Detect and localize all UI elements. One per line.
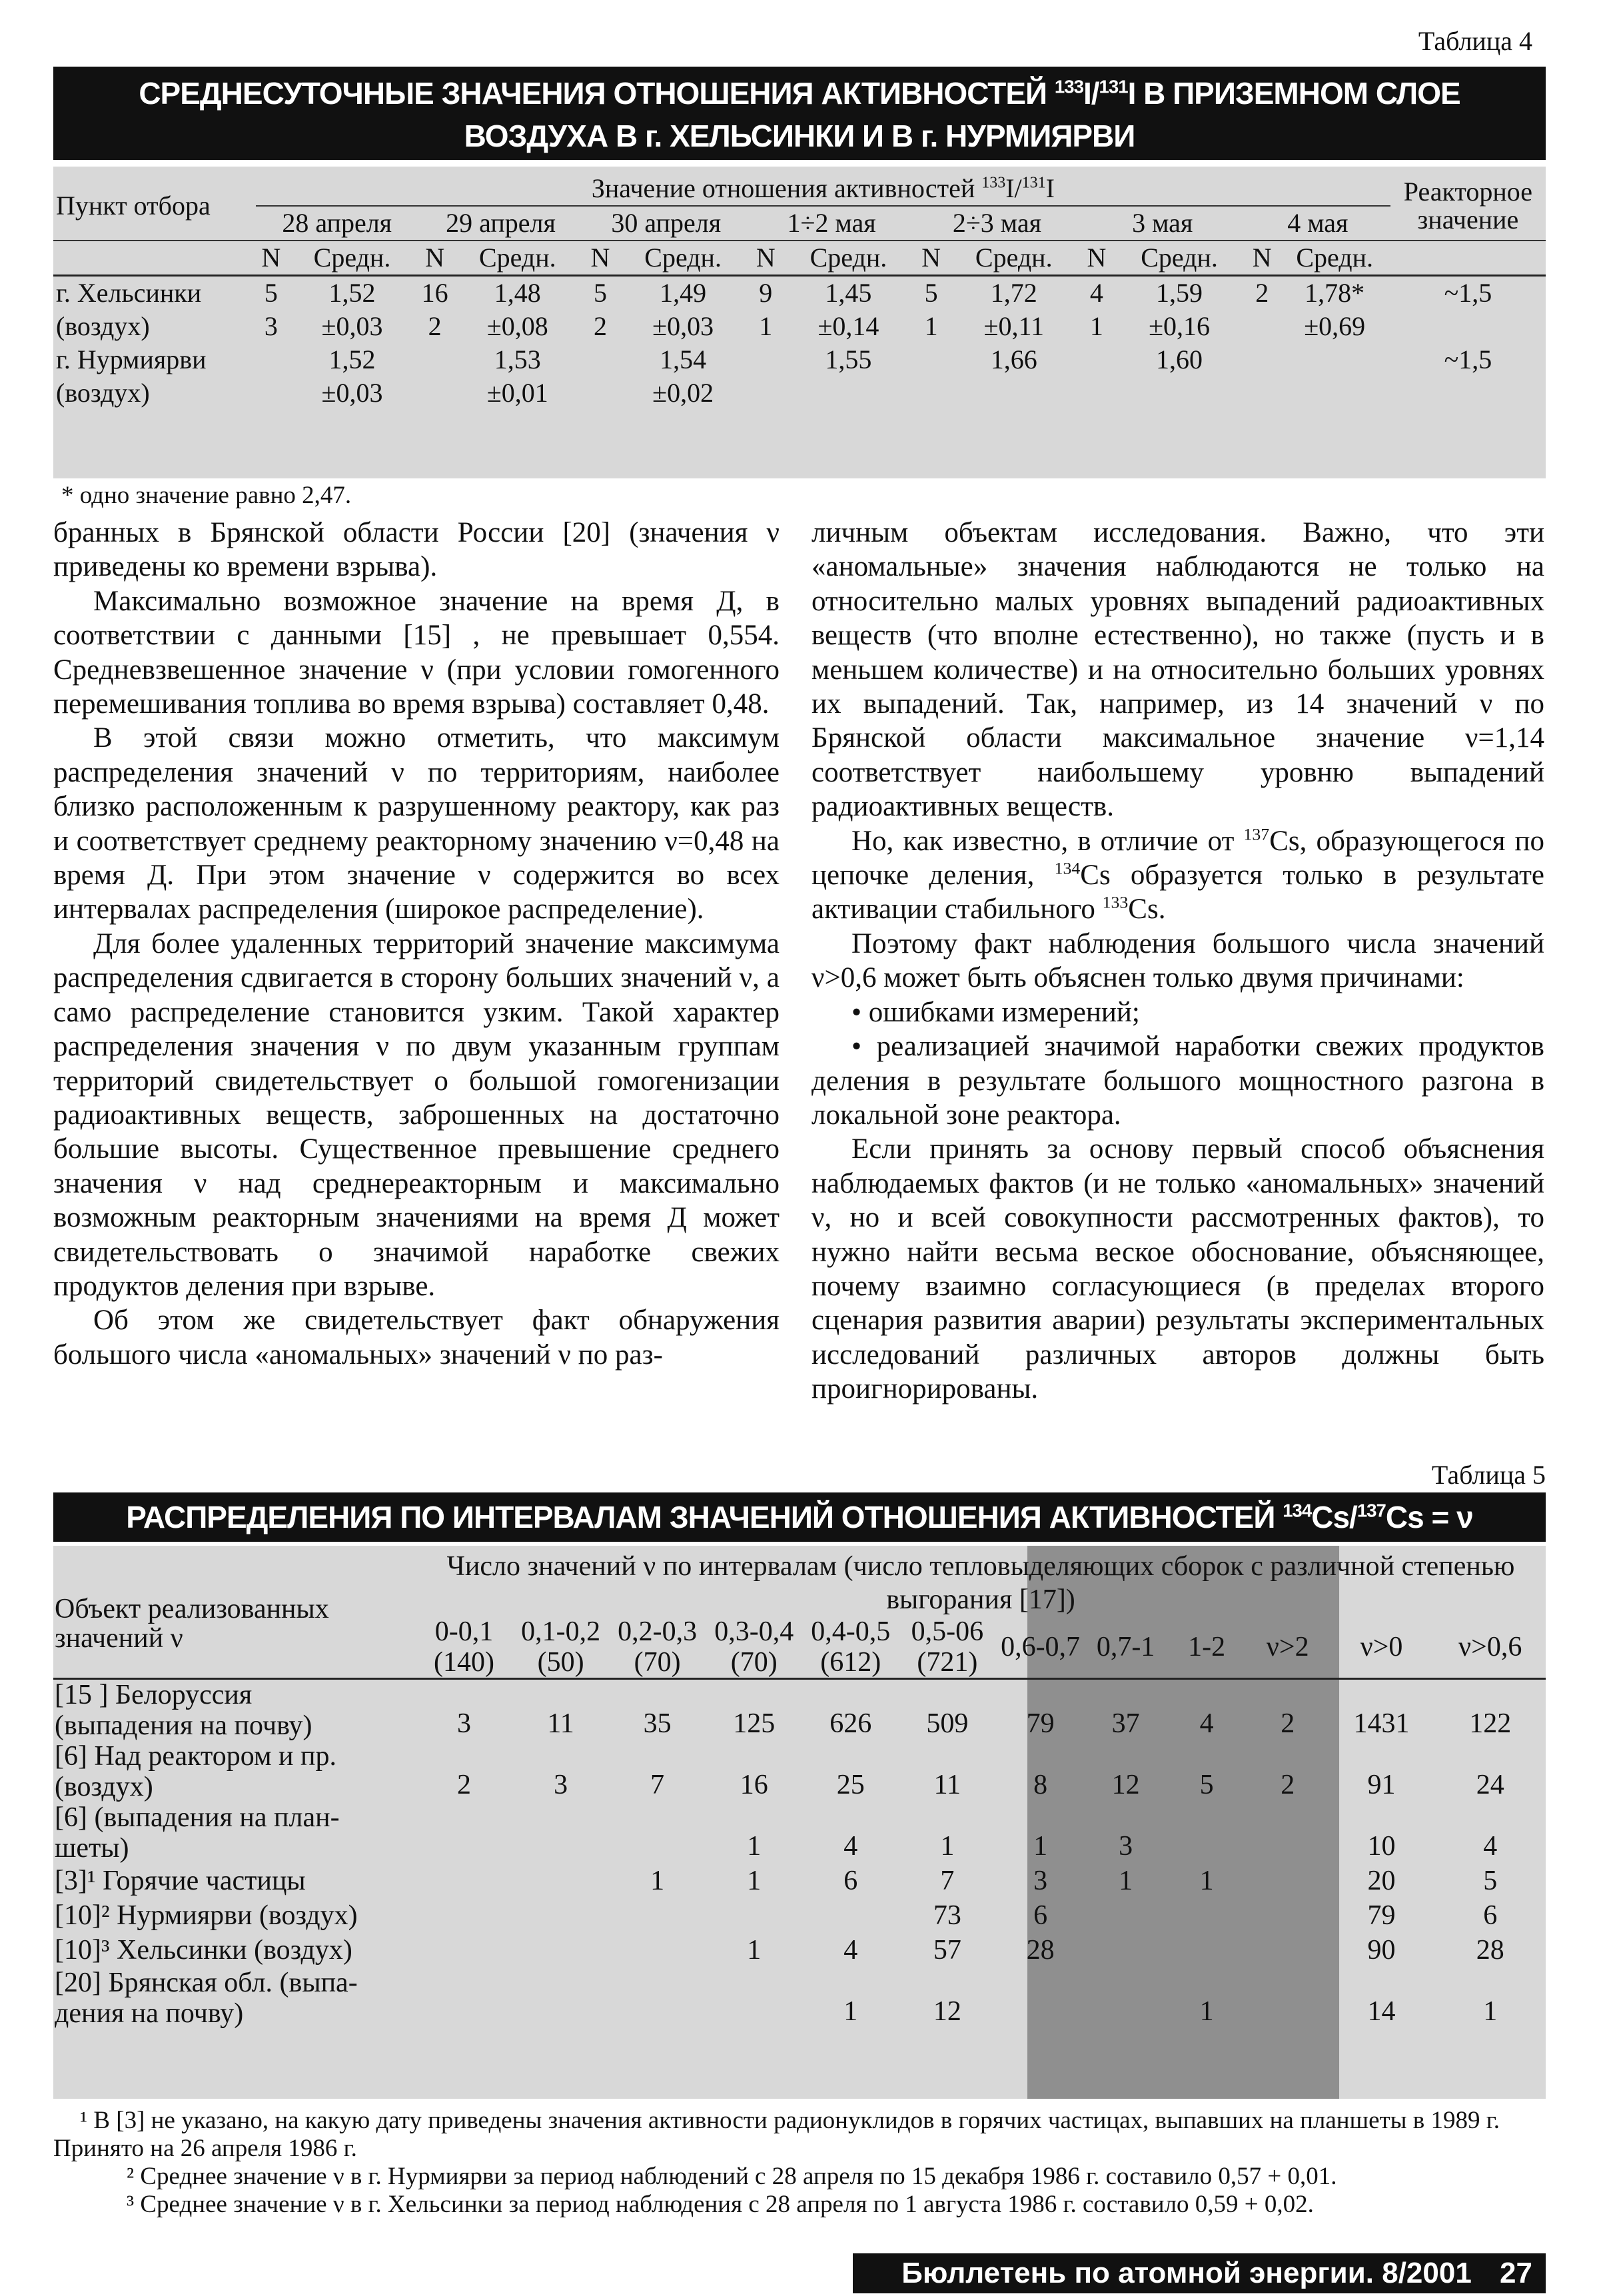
table-row [53, 1679, 1546, 1742]
table4-cell: 1,78* [1305, 278, 1365, 308]
table5-title: РАСПРЕДЕЛЕНИЯ ПО ИНТЕРВАЛАМ ЗНАЧЕНИЙ ОТНОШЕНИЯ АКТИВНОСТЕЙ $^{134}$Cs/$^{137}$Cs = ν [53, 1492, 1546, 1542]
table5-cell: 3 [1033, 1866, 1048, 1896]
table4-cell: 1 [924, 311, 938, 341]
table5-row-label: [6] (выпадения на план- шеты) [55, 1802, 340, 1864]
table4-mean-label: Средн. [644, 243, 722, 273]
table5-footnotes [53, 2107, 1546, 2219]
table5-cell: 1 [747, 1866, 762, 1896]
table4-cell [1080, 343, 1114, 376]
table4-mean-label: Средн. [1141, 243, 1218, 273]
table5-cell: 28 [1476, 1935, 1504, 1966]
table5-cell: 4 [843, 1831, 858, 1862]
table4-title: СРЕДНЕСУТОЧНЫЕ ЗНАЧЕНИЯ ОТНОШЕНИЯ АКТИВНОСТЕЙ $^{133}$I/$^{131}$I В ПРИЗЕМНОМ СЛОЕ ВОЗДУХА В г. ХЕЛЬСИНКИ И В г. НУРМИЯРВИ [53, 67, 1546, 160]
table4-cell: 1 [759, 311, 773, 341]
table4-cell [749, 376, 783, 410]
table5-cell: 4 [1199, 1708, 1214, 1739]
table4-cell [1245, 376, 1279, 410]
table5-interval-header: 0,3-0,4 (70) [706, 1616, 802, 1679]
table5-row-label: [3]¹ Горячие частицы [55, 1866, 306, 1896]
table5-cell [1085, 1933, 1167, 1968]
table4-cell: 1,66 [990, 344, 1037, 374]
table4-cell [749, 343, 783, 376]
left-paragraph: В этой связи можно отметить, что максимум распределения значений ν по территориям, наиболее близко расположенным к разрушенному реактору, как раз и соответствует среднему реакторному значению ν=0,48 на время Д. При этом значение ν содержится во всех интервалах распределения (широкое распределение). [53, 722, 780, 925]
table5-cell [706, 1898, 802, 1933]
table5-cell [512, 1864, 609, 1898]
table5-cell [416, 1933, 512, 1968]
left-paragraph: Для более удаленных территорий значение максимума распределения сдвигается в сторону больших значений ν, а само распределение становится узким. Такой характер распределения значения ν по двум указанным группам территорий свидетельствует о большой гомогенизации радиоактивных веществ, заброшенных на достаточно большие высоты. Существенное превышение среднего значения ν над среднереакторным и максимально возможным реакторным значениями на время Д может свидетельствовать о значимой наработке свежих продуктов деления при взрыве. [53, 927, 780, 1302]
table5-interval-header: 0,5-06 (721) [899, 1616, 995, 1679]
table4-cell [584, 376, 618, 410]
table4-row-label: г. Нурмиярви [56, 344, 207, 374]
table-row [53, 1864, 1546, 1898]
table4-footnote: * одно значение равно 2,47. [61, 482, 352, 509]
table5-cell: 10 [1367, 1831, 1396, 1862]
table4-cell: 1 [1089, 311, 1103, 341]
table5-caption: Таблица 5 [1431, 1460, 1546, 1490]
left-paragraph: бранных в Брянской области России [20] (значения ν приведены ко времени взрыва). [53, 517, 780, 583]
table4-n-label: N [921, 243, 941, 273]
table4-cell [418, 343, 452, 376]
left-paragraph: Об этом же свидетельствует факт обнаружения большого числа «аномальных» значений ν по раз- [53, 1305, 780, 1371]
table4-n-label: N [1087, 243, 1107, 273]
table4-row-label: (воздух) [56, 311, 150, 341]
table4-n-label: N [425, 243, 445, 273]
table4-cell [914, 376, 948, 410]
table5-cell: 7 [940, 1866, 955, 1896]
table5-cell: 12 [1111, 1770, 1140, 1800]
table5-cell [416, 1864, 512, 1898]
footnote: ¹ В [3] не указано, на какую дату приведены значения активности радионуклидов в горячих частицах, выпавших на планшеты в 1989 г. Принято на 26 апреля 1986 г. [53, 2107, 1500, 2162]
table4-header-point: Пункт отбора [56, 191, 211, 221]
table5-cell: 12 [933, 1996, 961, 2027]
table5-cell: 73 [933, 1900, 961, 1931]
table5-cell: 37 [1111, 1708, 1140, 1739]
table5 [53, 1546, 1546, 2099]
bullet-item: • реализацией значимой наработки свежих продуктов деления в результате большого мощностного разгона в локальной зоне реактора. [811, 1031, 1544, 1131]
table4-cell: 1,48 [494, 278, 541, 308]
table4-date: 1÷2 мая [787, 208, 876, 238]
table5-interval-header: 1-2 [1188, 1632, 1226, 1662]
table5-interval-header: 0-0,1 (140) [416, 1616, 512, 1679]
table5-cell: 3 [457, 1708, 472, 1739]
footnote: ³ Среднее значение ν в г. Хельсинки за период наблюдения с 28 апреля по 1 августа 1986 г. составило 0,59 + 0,02. [127, 2191, 1314, 2218]
table5-interval-header: ν>0,6 [1458, 1632, 1522, 1662]
table5-cell: 6 [1033, 1900, 1048, 1931]
table-row [53, 1741, 1546, 1802]
table4-cell: 9 [759, 278, 773, 308]
table5-cell: 2 [1281, 1770, 1295, 1800]
table5-cell [1247, 1864, 1329, 1898]
table4-mean-label: Средн. [809, 243, 887, 273]
table4-date: 3 мая [1132, 208, 1193, 238]
table5-cell: 16 [740, 1770, 768, 1800]
table5-cell: 11 [547, 1708, 574, 1739]
table5-cell [512, 1933, 609, 1968]
table5-interval-header: 0,7-1 [1096, 1632, 1155, 1662]
table4-cell [418, 376, 452, 410]
table4-cell: 1,59 [1156, 278, 1203, 308]
table4-date: 29 апреля [446, 208, 556, 238]
table-row [53, 1968, 1546, 2029]
table-row [53, 276, 1546, 310]
table4-cell: 5 [264, 278, 278, 308]
table4-date: 28 апреля [282, 208, 392, 238]
table5-cell: 20 [1367, 1866, 1396, 1896]
table4-mean-label: Средн. [313, 243, 391, 273]
table4-cell: 1,72 [990, 278, 1037, 308]
table5-cell: 6 [843, 1866, 858, 1896]
table5-interval-header: 0,2-0,3 (70) [609, 1616, 706, 1679]
table5-cell [706, 1968, 802, 2029]
page-footer [853, 2253, 1546, 2293]
table4-cell: 1,52 [328, 278, 376, 308]
table5-cell: 91 [1367, 1770, 1396, 1800]
table5-assembly-count: (70) [634, 1647, 681, 1678]
table5-cell: 57 [933, 1935, 961, 1966]
table4-cell [584, 343, 618, 376]
table4-mean-label: Средн. [975, 243, 1053, 273]
table5-row-label: [6] Над реактором и пр. (воздух) [55, 1741, 336, 1802]
table5-interval-header: ν>2 [1266, 1632, 1309, 1662]
table4-cell: ±0,08 [486, 311, 548, 341]
table5-cell: 35 [643, 1708, 672, 1739]
table5-assembly-count: (140) [434, 1647, 495, 1678]
journal-name: Бюллетень по атомной энергии. 8/2001 [901, 2257, 1472, 2289]
table5-row-label: [10]³ Хельсинки (воздух) [55, 1935, 352, 1966]
table5-interval-header: 0,6-0,7 [1001, 1632, 1081, 1662]
table5-cell [1166, 1802, 1247, 1864]
table5-cell: 4 [843, 1935, 858, 1966]
table5-cell: 4 [1483, 1831, 1498, 1862]
table4-cell: 2 [593, 311, 607, 341]
table5-cell: 122 [1469, 1708, 1512, 1739]
table5-cell: 7 [650, 1770, 665, 1800]
table4-cell [1245, 343, 1279, 376]
table-row [53, 1898, 1546, 1933]
table5-row-label: [15 ] Белоруссия (выпадения на почву) [55, 1680, 312, 1741]
table4-cell: 3 [264, 311, 278, 341]
table5-cell [1247, 1968, 1329, 2029]
table5-cell: 1 [1033, 1831, 1048, 1862]
table4-cell: 1,49 [660, 278, 707, 308]
right-paragraph: Поэтому факт наблюдения большого числа значений ν>0,6 может быть объяснен только двумя причинами: [811, 927, 1544, 994]
left-column [53, 516, 780, 1372]
page-number: 27 [1500, 2257, 1532, 2289]
table5-cell [512, 1898, 609, 1933]
table4-cell: 16 [421, 278, 448, 308]
table5-cell: 5 [1199, 1770, 1214, 1800]
table4-n-label: N [590, 243, 610, 273]
table5-cell [512, 1802, 609, 1864]
table5-cell [416, 1968, 512, 2029]
table4-header-value: Значение отношения активностей $^{133}$I/$^{131}$I [591, 173, 1055, 203]
table4-cell: 1,54 [660, 344, 707, 374]
table5-cell: 125 [733, 1708, 776, 1739]
table4-cell [1113, 376, 1245, 410]
table4-cell: 4 [1089, 278, 1103, 308]
table5-cell: 2 [457, 1770, 472, 1800]
table4-cell [1279, 376, 1390, 410]
table4-date: 4 мая [1287, 208, 1348, 238]
table5-row-label: [20] Брянская обл. (выпа- дения на почву) [55, 1968, 358, 2029]
table5-assembly-count: (70) [730, 1647, 778, 1678]
left-paragraph: Максимально возможное значение на время Д, в соответствии с данными [15] , не превышает 0,554. Средневзвешенное значение ν (при условии гомогенного перемешивания топлива во время взрыва) составляет 0,48. [53, 585, 780, 720]
table5-cell: 5 [1483, 1866, 1498, 1896]
table4-cell: 1,53 [494, 344, 541, 374]
table4-cell [783, 376, 915, 410]
right-paragraph: Если принять за основу первый способ объяснения наблюдаемых фактов (и не только «аномальных» значений ν, но и всей совокупности рассмотренных фактов), то нужно найти весьма веское обоснование, объясняющее, почему взаимно согласующиеся (в пределах второго сценария развития аварии) результаты экспериментальных исследований различных авторов должны быть проигнорированы. [811, 1133, 1544, 1405]
table5-cell [416, 1898, 512, 1933]
table-row [53, 343, 1546, 376]
right-paragraph: личным объектам исследования. Важно, что эти «аномальные» значения наблюдаются не только на относительно малых уровнях выпадений радиоактивных веществ (что вполне естественно), но также (пусть и в меньшем количестве) и на относительно больших уровнях их выпадений. Так, например, из 14 значений ν по Брянской области максимальное значение ν=1,14 соответствует наибольшему уровню выпадений радиоактивных веществ. [811, 517, 1544, 823]
table4-cell: ±0,14 [817, 311, 879, 341]
table5-cell: 509 [926, 1708, 969, 1739]
table5-cell [1247, 1933, 1329, 1968]
table5-cell: 11 [933, 1770, 961, 1800]
table4-cell [914, 343, 948, 376]
table-row [53, 1802, 1546, 1864]
table4-cell: ±0,02 [652, 378, 714, 408]
table4-cell [1390, 310, 1546, 343]
table5-cell [416, 1802, 512, 1864]
footnote: ² Среднее значение ν в г. Нурмиярви за период наблюдений с 28 апреля по 15 декабря 1986 г. составило 0,57 + 0,01. [127, 2163, 1337, 2190]
table4-cell: ±0,16 [1149, 311, 1211, 341]
table4-cell: ±0,69 [1304, 311, 1366, 341]
table4-mean-label: Средн. [1296, 243, 1373, 273]
table4-cell: ~1,5 [1444, 278, 1492, 308]
table5-cell: 79 [1026, 1708, 1055, 1739]
table4-cell [256, 376, 286, 410]
table-row [53, 376, 1546, 410]
table5-assembly-count: (50) [537, 1647, 584, 1678]
table5-cell [1247, 1802, 1329, 1864]
table5-row-label: [10]² Нурмиярви (воздух) [55, 1900, 358, 1931]
table4-row-label: (воздух) [56, 378, 150, 408]
table5-cell: 1 [940, 1831, 955, 1862]
table5-cell [609, 1898, 706, 1933]
table5-cell: 3 [554, 1770, 568, 1800]
table5-interval-header: 0,4-0,5 (612) [802, 1616, 899, 1679]
table4-cell: 1,45 [825, 278, 872, 308]
table4-cell: ±0,03 [652, 311, 714, 341]
table5-cell [609, 1802, 706, 1864]
table4 [53, 167, 1546, 478]
table4-n-label: N [261, 243, 281, 273]
table5-cell: 1 [1199, 1866, 1214, 1896]
table-row [53, 1933, 1546, 1968]
table4-cell: ±0,03 [321, 311, 383, 341]
table5-cell: 626 [829, 1708, 872, 1739]
table5-cell: 8 [1033, 1770, 1048, 1800]
table4-cell: ±0,01 [486, 378, 548, 408]
table5-cell: 1431 [1353, 1708, 1410, 1739]
table5-header-main: Число значений ν по интервалам (число тепловыделяющих сборок с различной степенью выгорания [17]) [446, 1551, 1515, 1615]
table5-cell: 1 [1483, 1996, 1498, 2027]
table4-cell: 5 [593, 278, 607, 308]
table4-cell [1390, 376, 1546, 410]
table5-cell [1166, 1933, 1247, 1968]
table4-cell: 1,60 [1156, 344, 1203, 374]
table4-row-label: г. Хельсинки [56, 278, 202, 308]
table4-cell: 1,55 [825, 344, 872, 374]
table4-date: 30 апреля [611, 208, 722, 238]
table5-cell [512, 1968, 609, 2029]
table5-cell: 1 [843, 1996, 858, 2027]
table5-cell: 1 [1119, 1866, 1133, 1896]
table5-header-object: Объект реализованных значений ν [55, 1594, 329, 1654]
table5-cell: 25 [836, 1770, 865, 1800]
table4-cell: ±0,11 [983, 311, 1044, 341]
table4-cell: 1,52 [328, 344, 376, 374]
table5-cell: 3 [1119, 1831, 1133, 1862]
table4-n-label: N [1252, 243, 1272, 273]
table4-date: 2÷3 мая [952, 208, 1041, 238]
right-paragraph: Но, как известно, в отличие от $^{137}$Cs, образующегося по цепочке деления, $^{134}$Cs образуется только в результате активации стабильного $^{133}$Cs. [811, 824, 1544, 925]
table5-cell: 1 [1199, 1996, 1214, 2027]
table5-cell: 79 [1367, 1900, 1396, 1931]
table5-cell [1247, 1898, 1329, 1933]
table4-mean-label: Средн. [478, 243, 556, 273]
table5-cell [1166, 1898, 1247, 1933]
table5-cell: 1 [747, 1935, 762, 1966]
table4-cell [256, 343, 286, 376]
right-column [811, 516, 1544, 1407]
table4-cell [1080, 376, 1114, 410]
table4-n-label: N [756, 243, 776, 273]
table4-cell: 2 [428, 311, 442, 341]
table5-cell: 14 [1367, 1996, 1396, 2027]
table-row [53, 310, 1546, 343]
table5-cell: 28 [1026, 1935, 1055, 1966]
table4-cell: ~1,5 [1444, 344, 1492, 374]
table4-cell [1279, 343, 1390, 376]
table4-caption: Таблица 4 [1418, 26, 1532, 56]
table5-interval-header: 0,1-0,2 (50) [512, 1616, 609, 1679]
table4-cell: 5 [924, 278, 938, 308]
table5-assembly-count: (612) [820, 1647, 881, 1678]
table4-cell: 2 [1255, 278, 1269, 308]
table5-cell [1085, 1898, 1167, 1933]
table5-cell: 90 [1367, 1935, 1396, 1966]
table5-cell [995, 1968, 1085, 2029]
table5-cell: 1 [747, 1831, 762, 1862]
table5-cell [1085, 1968, 1167, 2029]
table5-assembly-count: (721) [917, 1647, 978, 1678]
table5-cell: 1 [650, 1866, 665, 1896]
table5-cell: 2 [1281, 1708, 1295, 1739]
table4-cell [948, 376, 1080, 410]
table4-cell: ±0,03 [321, 378, 383, 408]
table4-cell [1245, 310, 1279, 343]
table5-cell: 24 [1476, 1770, 1504, 1800]
table5-cell: 6 [1483, 1900, 1498, 1931]
table4-header-reactor: Реакторное значение [1403, 177, 1532, 235]
table5-cell [609, 1968, 706, 2029]
bullet-item: • ошибками измерений; [851, 996, 1140, 1028]
table5-cell [609, 1933, 706, 1968]
table5-interval-header: ν>0 [1360, 1632, 1403, 1662]
table5-cell [802, 1898, 899, 1933]
